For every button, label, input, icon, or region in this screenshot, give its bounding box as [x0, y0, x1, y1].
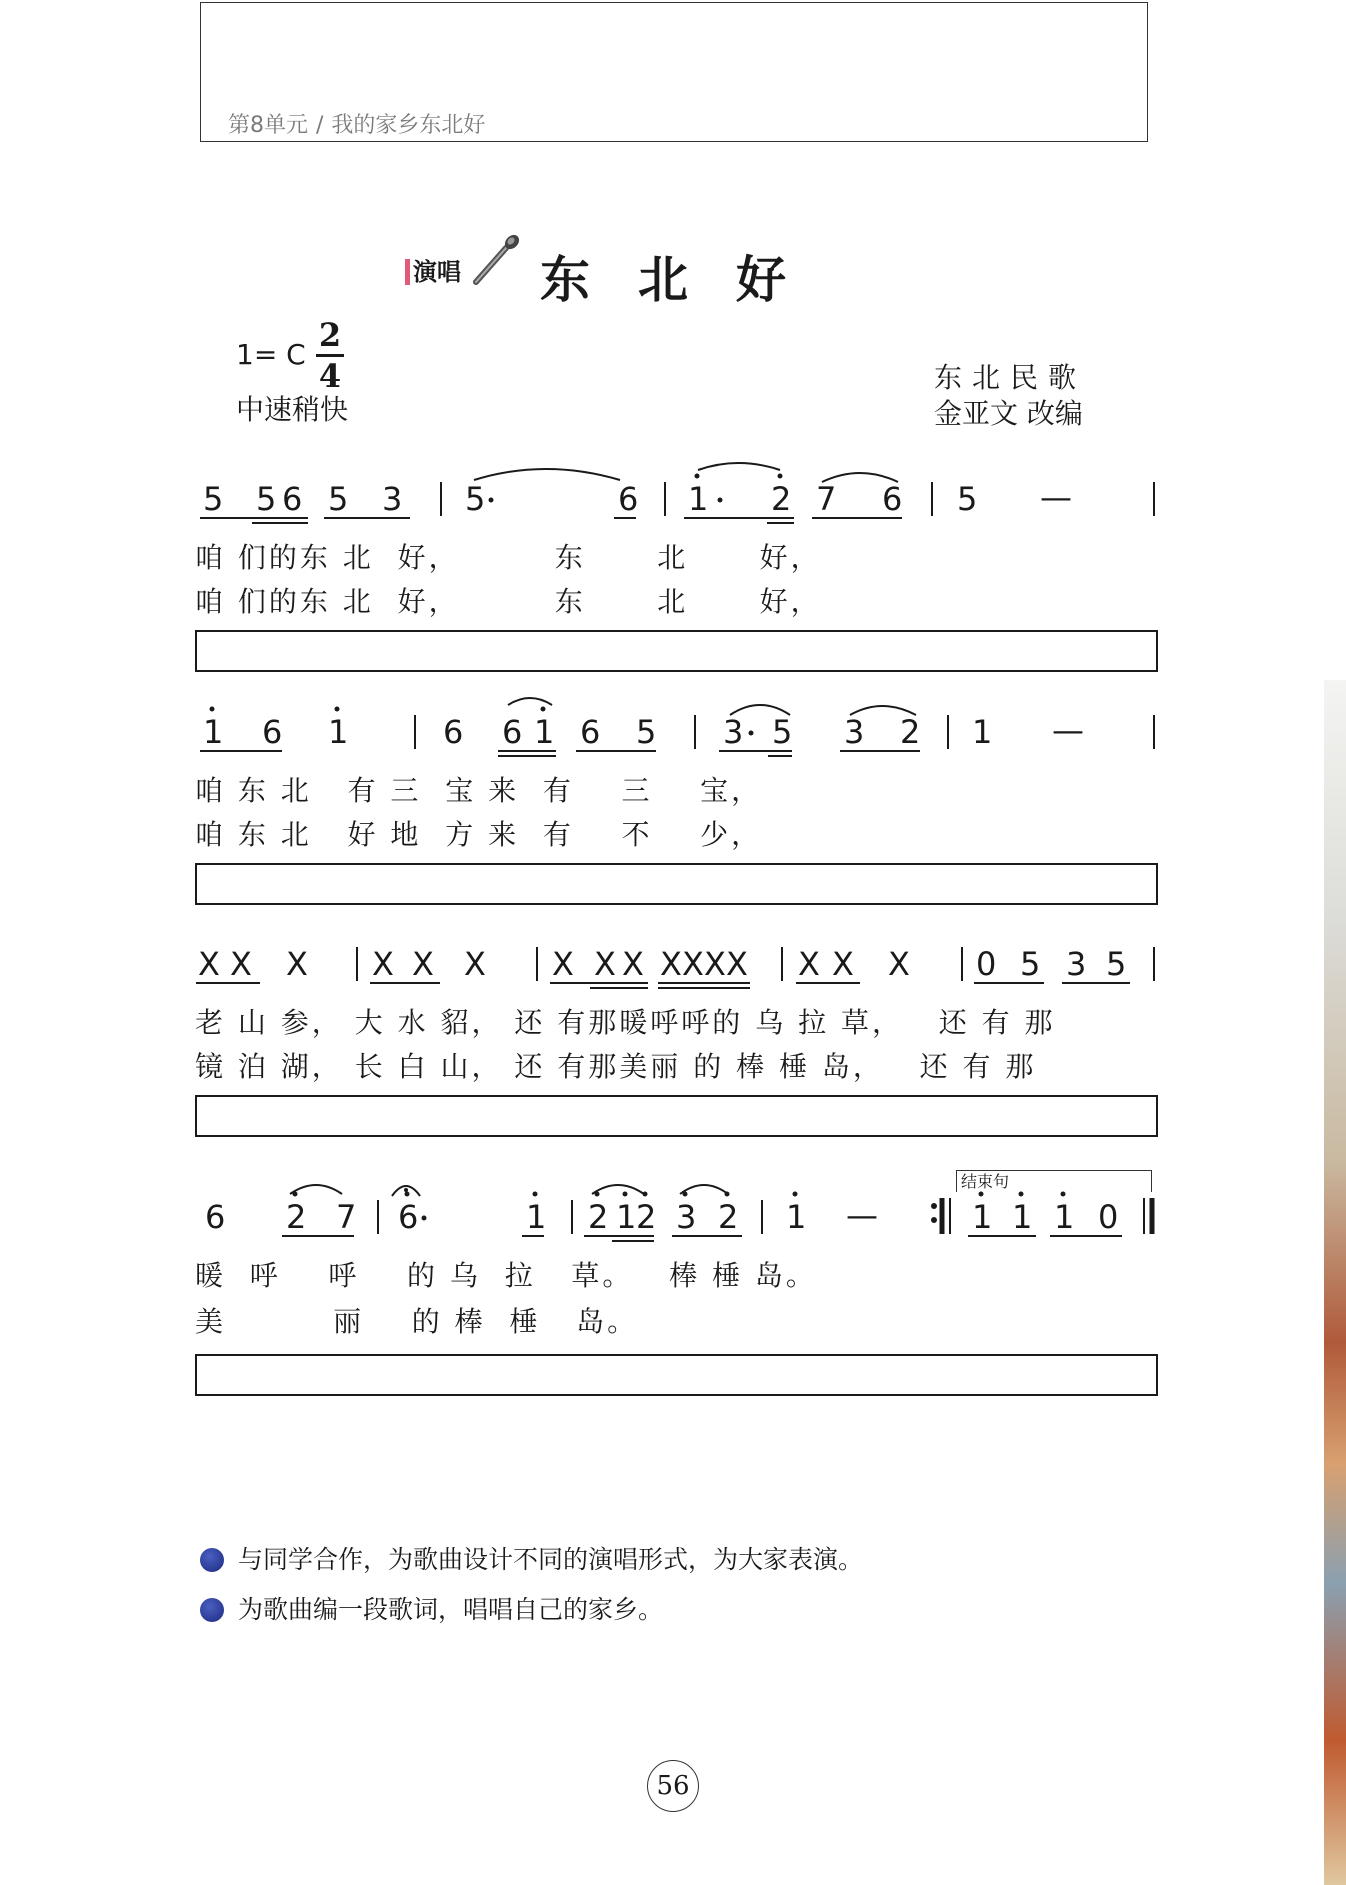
lyric-row-2-verse-1: 咱 东 北 有 三 宝 来 有 三 宝， — [195, 774, 763, 807]
svg-text:1: 1 — [786, 1198, 807, 1236]
key-signature: 1= C — [236, 338, 306, 371]
activity-instructions — [200, 1535, 863, 1635]
svg-text:2: 2 — [588, 1198, 609, 1236]
svg-text:3: 3 — [676, 1198, 697, 1236]
notation-row-3 — [190, 927, 1160, 1007]
svg-text:5: 5 — [1106, 945, 1127, 983]
score-row-2 — [190, 695, 1160, 895]
svg-text:X: X — [622, 945, 644, 983]
svg-text:X: X — [372, 945, 394, 983]
unit-number: 第8单元 — [228, 113, 308, 138]
notation-row-2 — [190, 695, 1160, 775]
svg-text:X: X — [286, 945, 308, 983]
svg-text:1: 1 — [534, 713, 555, 751]
svg-text:2: 2 — [718, 1198, 739, 1236]
svg-text:6: 6 — [618, 480, 639, 518]
time-signature — [316, 318, 344, 393]
header-separator: / — [316, 113, 324, 138]
svg-text:5: 5 — [203, 480, 224, 518]
svg-text:1: 1 — [328, 713, 349, 751]
svg-text:X: X — [412, 945, 434, 983]
svg-text:X: X — [704, 945, 726, 983]
svg-text:5: 5 — [772, 713, 793, 751]
svg-text:1: 1 — [972, 713, 993, 751]
svg-text:X: X — [464, 945, 486, 983]
time-signature-top: 2 — [318, 316, 342, 354]
svg-text:6: 6 — [882, 480, 903, 518]
score-row-4 — [190, 1170, 1160, 1370]
lyric-row-2-verse-2: 咱 东 北 好 地 方 来 有 不 少， — [195, 818, 763, 851]
instruction-item: 为歌曲编一段歌词，唱唱自己的家乡。 — [200, 1585, 863, 1635]
svg-text:2: 2 — [286, 1198, 307, 1236]
svg-text:1: 1 — [203, 713, 224, 751]
ending-bracket: 结束句 — [956, 1170, 1152, 1192]
lyric-row-1-verse-1: 咱 们的东 北 好， 东 北 好， — [195, 541, 822, 574]
svg-text:1: 1 — [616, 1198, 637, 1236]
svg-text:—: — — [1040, 478, 1072, 516]
svg-text:2: 2 — [636, 1198, 657, 1236]
lyric-row-1-verse-2: 咱 们的东 北 好， 东 北 好， — [195, 585, 822, 618]
svg-text:X: X — [682, 945, 704, 983]
decorative-image-strip — [1324, 680, 1346, 1885]
svg-text:—: — — [1052, 711, 1084, 749]
time-signature-bottom: 4 — [318, 357, 342, 395]
writing-box-1[interactable] — [195, 630, 1158, 672]
svg-text:0: 0 — [1098, 1198, 1119, 1236]
svg-text:5: 5 — [256, 480, 277, 518]
svg-text:—: — — [846, 1196, 878, 1234]
svg-text:6: 6 — [282, 480, 303, 518]
svg-text:X: X — [198, 945, 220, 983]
section-label-text: 演唱 — [413, 258, 461, 286]
tempo-marking: 中速稍快 — [236, 393, 349, 426]
unit-subtitle: 我的家乡东北好 — [331, 113, 486, 138]
svg-text:3: 3 — [844, 713, 865, 751]
svg-text:5: 5 — [957, 480, 978, 518]
svg-text:6: 6 — [502, 713, 523, 751]
svg-text:1: 1 — [1054, 1198, 1075, 1236]
svg-text:6: 6 — [262, 713, 283, 751]
svg-text:1: 1 — [688, 480, 709, 518]
svg-text:5: 5 — [465, 480, 486, 518]
svg-text:1: 1 — [972, 1198, 993, 1236]
writing-box-4[interactable] — [195, 1354, 1158, 1396]
svg-text:5: 5 — [1020, 945, 1041, 983]
svg-text:5: 5 — [636, 713, 657, 751]
notation-row-4 — [190, 1170, 1160, 1250]
arranger-credit: 金亚文 改编 — [934, 397, 1083, 430]
svg-text:6: 6 — [580, 713, 601, 751]
svg-text:6: 6 — [205, 1198, 226, 1236]
lyric-row-3-verse-2: 镜 泊 湖， 长 白 山， 还 有那美丽 的 棒 棰 岛， 还 有 那 — [195, 1050, 1037, 1083]
writing-box-2[interactable] — [195, 863, 1158, 905]
svg-text:2: 2 — [771, 480, 792, 518]
bullet-icon — [200, 1598, 224, 1622]
section-label — [405, 252, 461, 287]
score-row-1 — [190, 462, 1160, 662]
svg-text:X: X — [660, 945, 682, 983]
svg-text:3: 3 — [382, 480, 403, 518]
svg-text:X: X — [726, 945, 748, 983]
svg-text:X: X — [230, 945, 252, 983]
lyric-row-4-verse-1: 暖 呼 呼 的 乌 拉 草。 棒 棰 岛。 — [195, 1259, 817, 1292]
instruction-item: 与同学合作，为歌曲设计不同的演唱形式，为大家表演。 — [200, 1535, 863, 1585]
composer-credit: 东北民歌 — [934, 361, 1087, 394]
svg-text:0: 0 — [976, 945, 997, 983]
svg-text:5: 5 — [328, 480, 349, 518]
page-number: 56 — [647, 1760, 699, 1812]
section-label-bar — [405, 259, 410, 285]
writing-box-3[interactable] — [195, 1095, 1158, 1137]
svg-text:X: X — [552, 945, 574, 983]
svg-text:1: 1 — [526, 1198, 547, 1236]
song-title: 东北好 — [540, 250, 834, 309]
svg-text:3: 3 — [723, 713, 744, 751]
svg-text:1: 1 — [1012, 1198, 1033, 1236]
svg-text:X: X — [888, 945, 910, 983]
lyric-row-3-verse-1: 老 山 参， 大 水 貂， 还 有那暖呼呼的 乌 拉 草， 还 有 那 — [195, 1006, 1056, 1039]
microphone-icon — [470, 232, 524, 286]
bullet-icon — [200, 1548, 224, 1572]
svg-text:X: X — [594, 945, 616, 983]
unit-header — [228, 108, 485, 139]
svg-text:X: X — [832, 945, 854, 983]
lyric-row-4-verse-2: 美 丽 的 棒 棰 岛。 — [195, 1305, 639, 1338]
svg-text:X: X — [798, 945, 820, 983]
svg-text:2: 2 — [900, 713, 921, 751]
svg-text:3: 3 — [1066, 945, 1087, 983]
svg-text:7: 7 — [816, 480, 837, 518]
svg-text:6: 6 — [398, 1198, 419, 1236]
svg-text:6: 6 — [443, 713, 464, 751]
notation-row-1 — [190, 462, 1160, 542]
score-row-3 — [190, 927, 1160, 1127]
svg-text:7: 7 — [336, 1198, 357, 1236]
